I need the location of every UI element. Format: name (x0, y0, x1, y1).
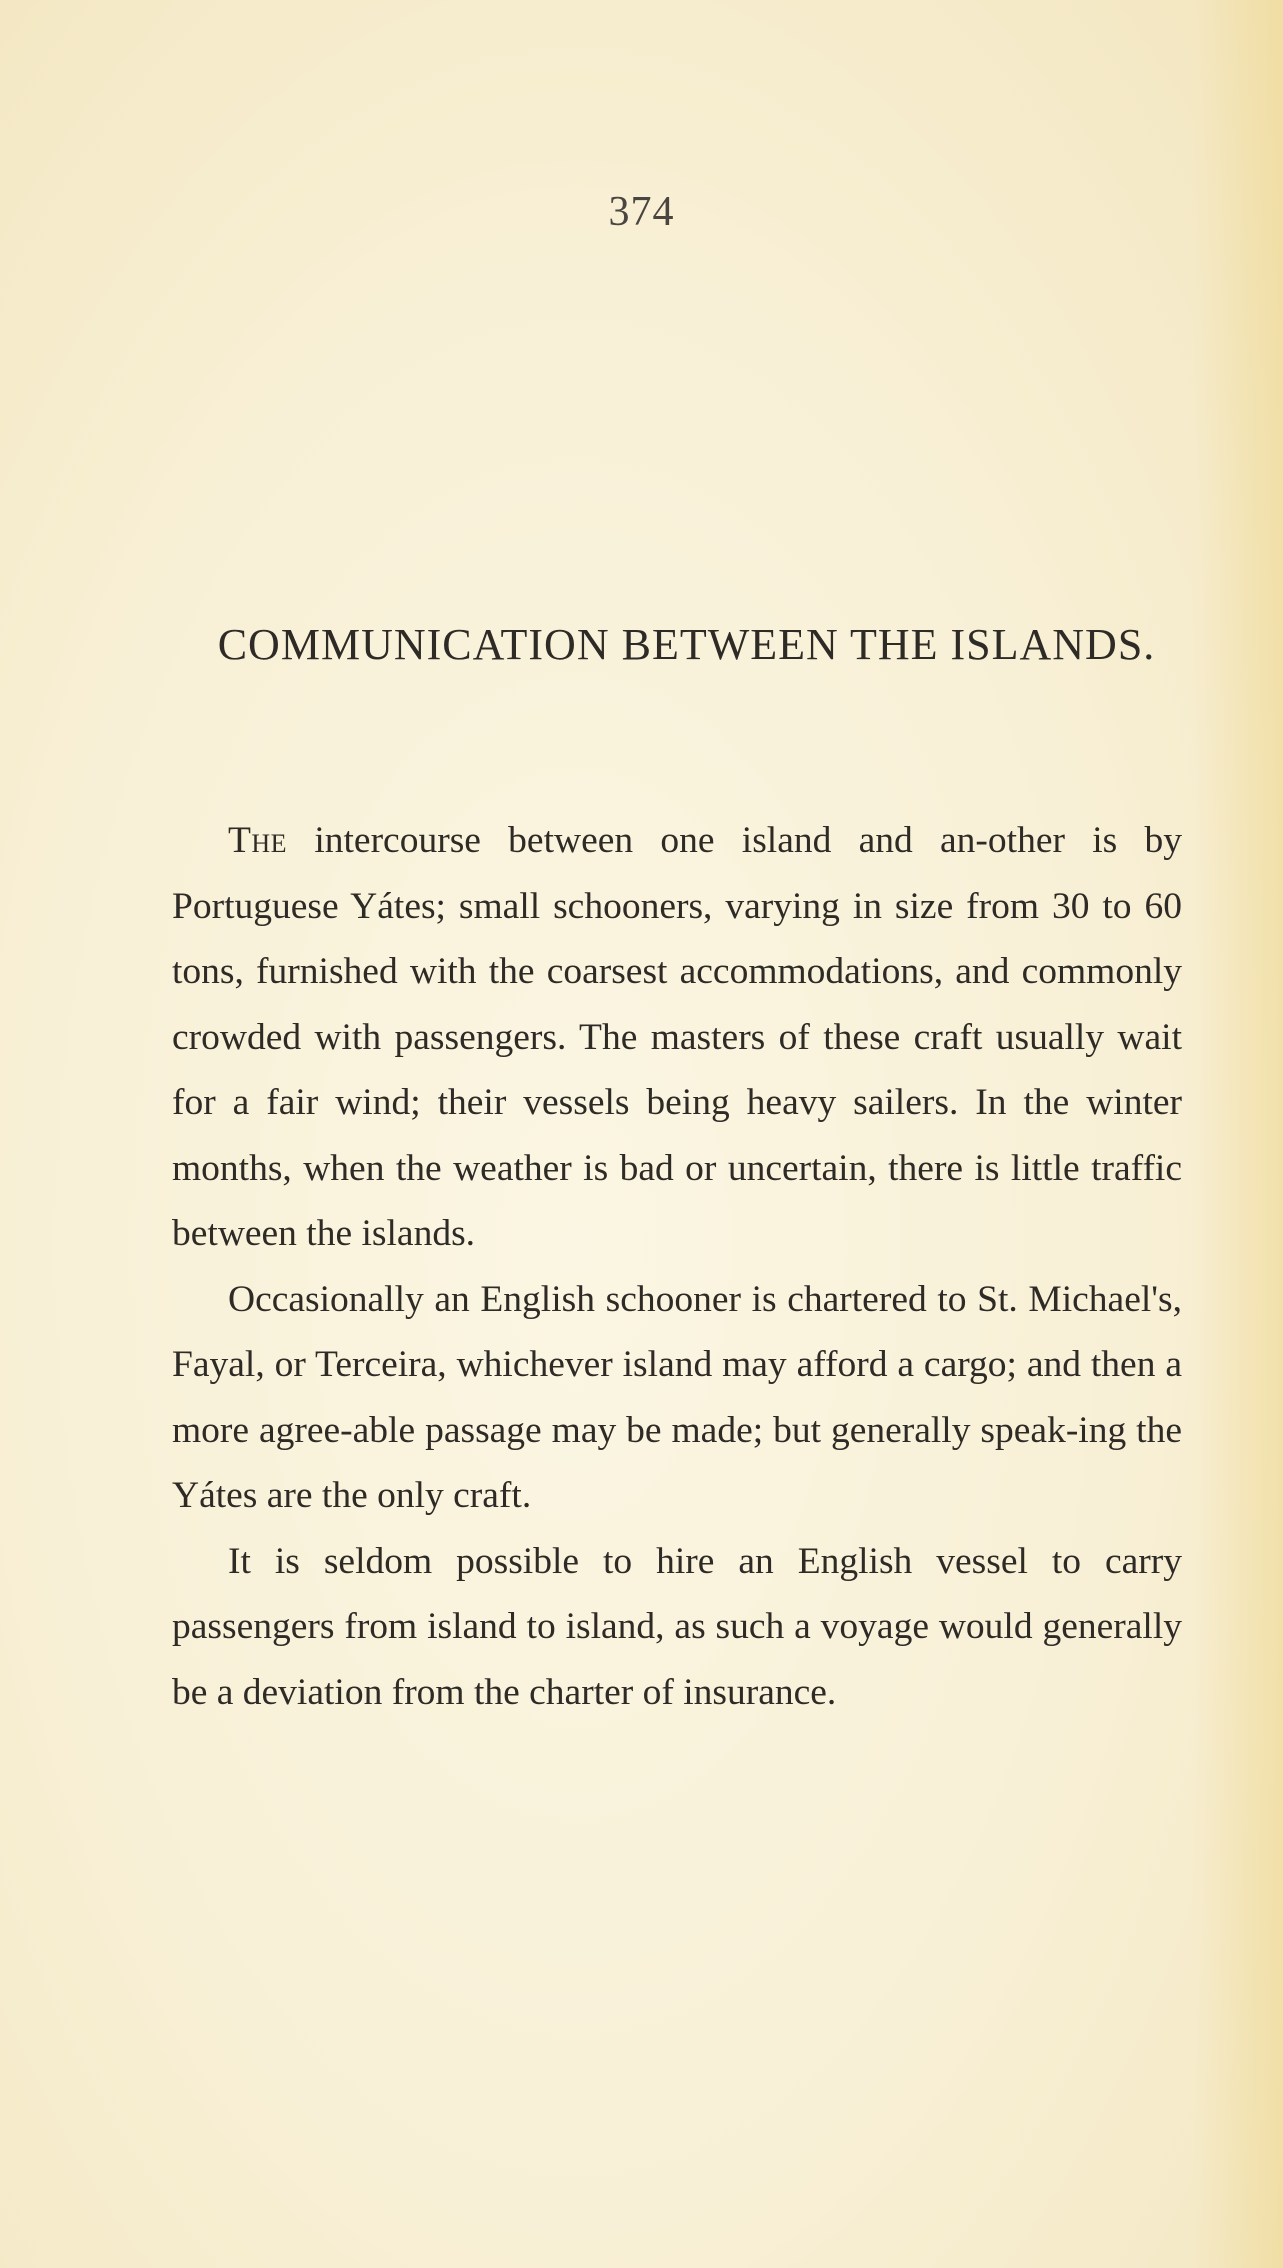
paragraph-1-text: intercourse between one island and an-other is by Portuguese Yátes; small schooners, varying in size from 30 to 60 tons, furnished with the coarsest accommodations, and commonly crowded with passengers. The masters of these craft usually wait for a fair wind; their vessels being heavy sailers. In the winter months, when the weather is bad or uncertain, there is little traffic between the islands. (172, 820, 1182, 1254)
paragraph-lead-word: The (228, 820, 288, 861)
show-through-text (150, 185, 1230, 805)
page-number: 374 (608, 189, 675, 235)
paragraph-3: It is seldom possible to hire an English vessel to carry passengers from island to island, as such a voyage would generally be a deviation from the charter of insurance. (172, 1540, 1182, 1713)
body-text (172, 808, 1182, 1725)
paragraph-1 (172, 808, 1182, 1267)
paragraph-2: Occasionally an English schooner is chartered to St. Michael's, Fayal, or Terceira, whichever island may afford a cargo; and then a more agree-able passage may be made; but generally speak-ing the Yátes are the only craft. (172, 1278, 1182, 1516)
section-title: COMMUNICATION BETWEEN THE ISLANDS. (217, 620, 1156, 669)
